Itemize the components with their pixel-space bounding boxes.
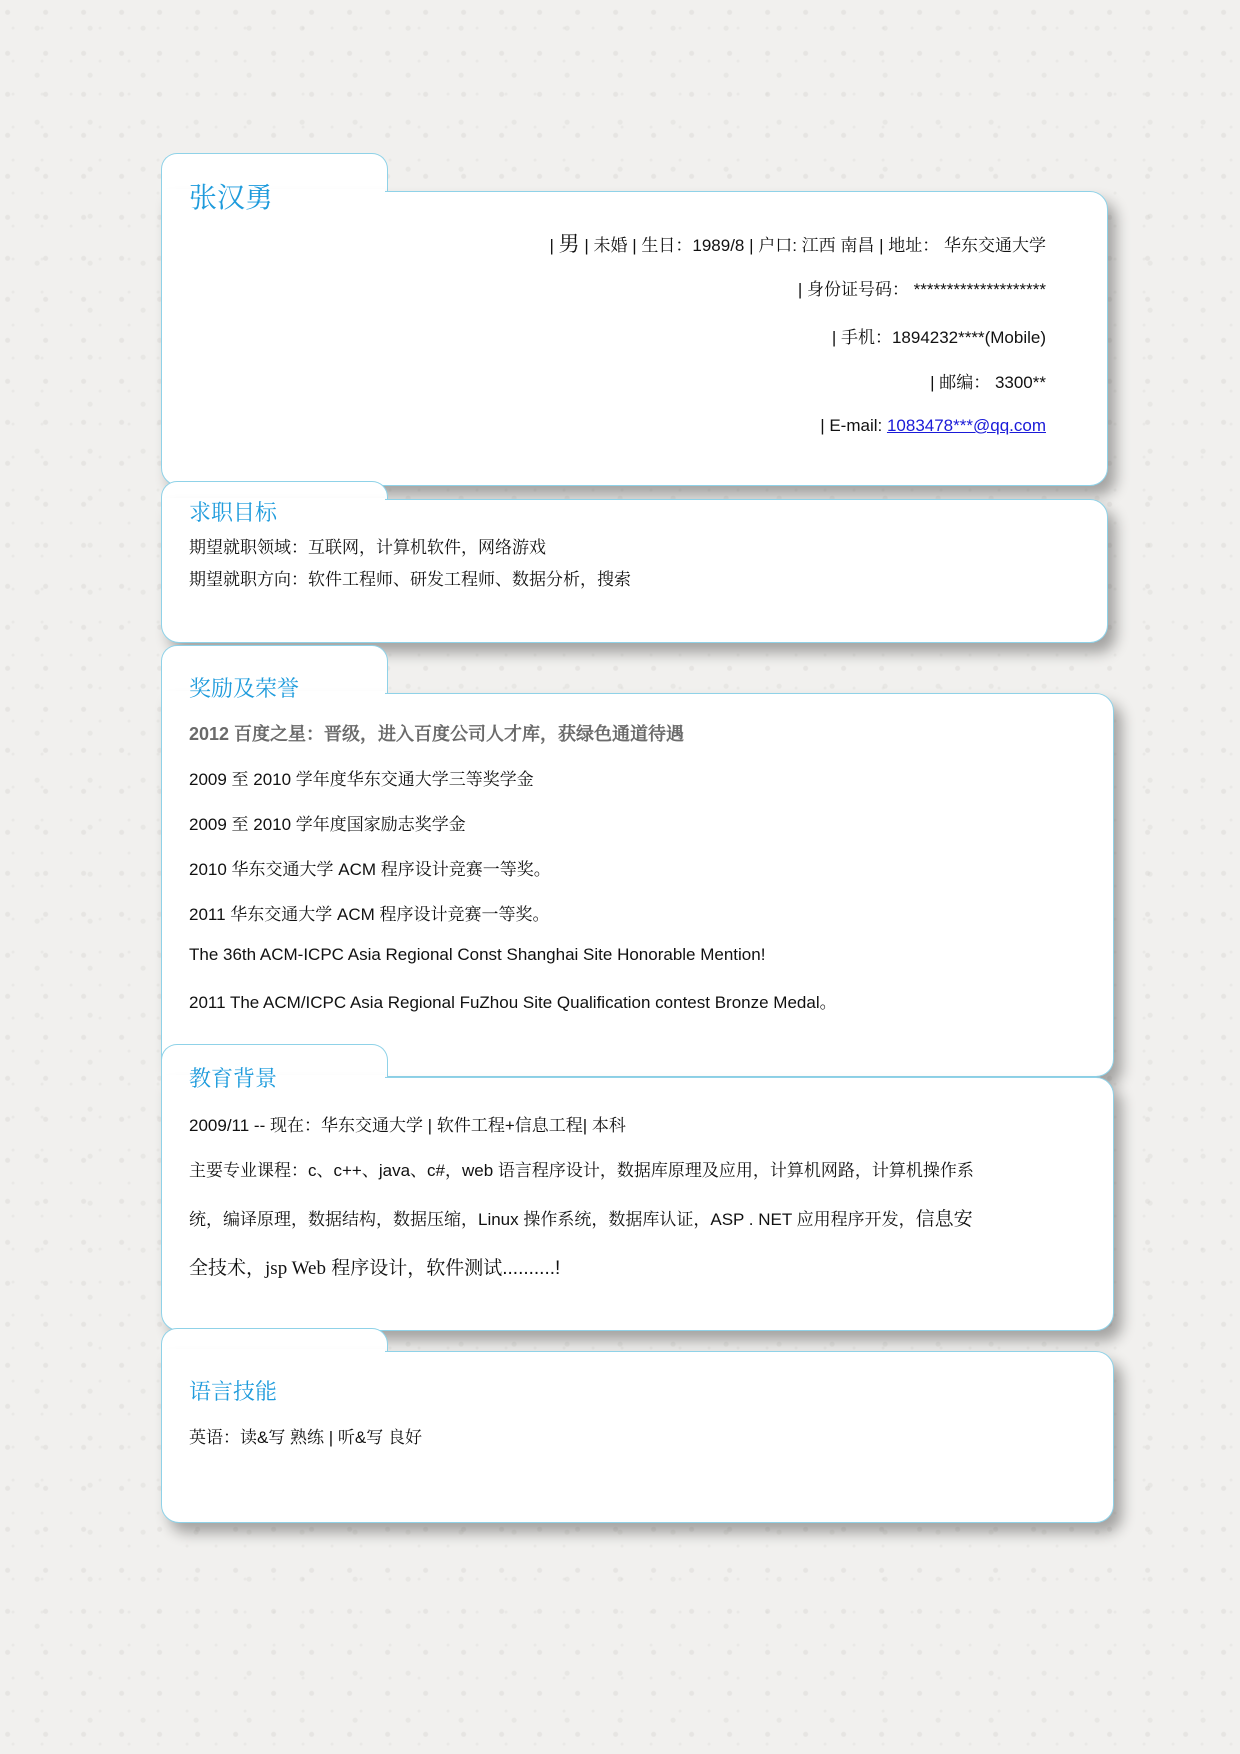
email-line xyxy=(820,416,1046,436)
email-label: | E-mail: xyxy=(820,416,887,435)
objective-field-line: 期望就职领域：互联网，计算机软件，网络游戏 xyxy=(189,538,546,557)
education-courses-line: 全技术，jsp Web 程序设计，软件测试..........! xyxy=(189,1258,561,1279)
phone-line: | 手机：1894232****(Mobile) xyxy=(831,328,1046,347)
objective-direction-line: 期望就职方向：软件工程师、研发工程师、数据分析，搜索 xyxy=(189,570,631,589)
language-title: 语言技能 xyxy=(189,1379,278,1404)
objective-section xyxy=(161,481,1108,643)
award-item: 2011 华东交通大学 ACM 程序设计竞赛一等奖。 xyxy=(189,905,550,924)
objective-title: 求职目标 xyxy=(189,500,278,525)
award-item: 2009 至 2010 学年度华东交通大学三等奖学金 xyxy=(189,770,534,789)
header-section xyxy=(161,153,1108,486)
education-school-line: 2009/11 -- 现在：华东交通大学 | 软件工程+信息工程| 本科 xyxy=(189,1116,626,1135)
language-section xyxy=(161,1328,1114,1523)
education-courses-line: 统，编译原理，数据结构，数据压缩，Linux 操作系统，数据库认证，ASP . NET 应用程序开发，信息安 xyxy=(189,1209,973,1230)
award-item: The 36th ACM-ICPC Asia Regional Const Shanghai Site Honorable Mention! xyxy=(189,945,766,964)
education-title: 教育背景 xyxy=(189,1066,278,1091)
award-item: 2009 至 2010 学年度国家励志奖学金 xyxy=(189,815,466,834)
award-highlight: 2012 百度之星：晋级，进入百度公司人才库，获绿色通道待遇 xyxy=(189,724,685,744)
education-section xyxy=(161,1044,1114,1331)
id-number-line: | 身份证号码： ******************** xyxy=(797,280,1046,299)
awards-title: 奖励及荣誉 xyxy=(189,676,300,701)
gender: 男 xyxy=(558,233,580,256)
award-item: 2011 The ACM/ICPC Asia Regional FuZhou Site Qualification contest Bronze Medal。 xyxy=(189,993,837,1012)
language-english-line: 英语：读&写 熟练 | 听&写 良好 xyxy=(189,1428,422,1447)
awards-section xyxy=(161,645,1114,1077)
award-item: 2010 华东交通大学 ACM 程序设计竞赛一等奖。 xyxy=(189,860,551,879)
education-courses-line: 主要专业课程：c、c++、java、c#，web 语言程序设计，数据库原理及应用，计算机网路，计算机操作系 xyxy=(189,1161,974,1180)
candidate-name: 张汉勇 xyxy=(189,182,274,213)
personal-info-line: | 男 | 未婚 | 生日：1989/8 | 户口: 江西 南昌 | 地址： 华东交通大学 xyxy=(549,233,1046,256)
awards-panel xyxy=(161,693,1114,1077)
postal-code-line: | 邮编： 3300** xyxy=(930,373,1046,392)
email-link[interactable]: 1083478***@qq.com xyxy=(886,416,1046,435)
